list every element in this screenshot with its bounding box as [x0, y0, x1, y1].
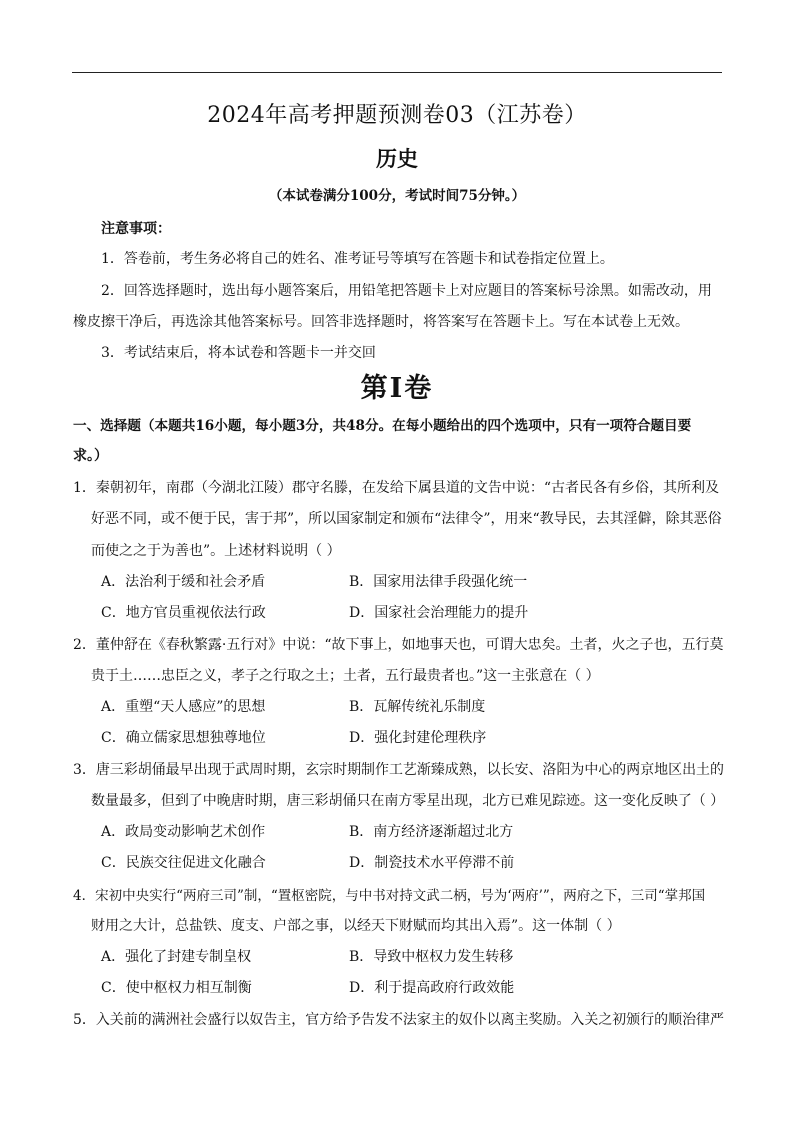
section-title: 第Ⅰ卷 [360, 373, 434, 404]
page-title: 2024年高考押题预测卷03（江苏卷） [207, 103, 587, 128]
option-a: A．强化了封建专制皇权 [101, 949, 252, 965]
option-b: B．国家用法律手段强化统一 [349, 574, 528, 590]
option-c: C．地方官员重视依法行政 [101, 605, 266, 621]
option-d: D．利于提高政府行政效能 [349, 980, 515, 996]
instruction-item: 橡皮擦干净后，再选涂其他答案标号。回答非选择题时，将答案写在答题卡上。写在本试卷上无效。 [73, 314, 689, 330]
subject-title: 历史 [376, 146, 418, 171]
question-5-line: 5．入关前的满洲社会盛行以奴告主，官方给予告发不法家主的奴仆以离主奖励。入关之初颁行的顺治律严 [73, 1012, 724, 1028]
option-d: D．国家社会治理能力的提升 [349, 605, 529, 621]
option-b: B．导致中枢权力发生转移 [349, 949, 514, 965]
question-3-line: 数量最多，但到了中晚唐时期，唐三彩胡俑只在南方零星出现，北方已难见踪迹。这一变化反映了（ ） [91, 793, 725, 809]
option-a: A．政局变动影响艺术创作 [101, 824, 266, 840]
section-description: 一、选择题（本题共16小题，每小题3分，共48分。在每小题给出的四个选项中，只有一项符合题目要 [73, 418, 692, 434]
instruction-item: 3．考试结束后，将本试卷和答题卡一并交回 [101, 345, 376, 361]
option-a: A．法治利于缓和社会矛盾 [101, 574, 266, 590]
header-rule [72, 72, 722, 73]
option-d: D．强化封建伦理秩序 [349, 730, 487, 746]
option-d: D．制瓷技术水平停滞不前 [349, 855, 515, 871]
instructions-heading: 注意事项： [101, 221, 171, 237]
question-1-line: 好恶不同，或不便于民，害于邦”，所以国家制定和颁布“法律令”，用来“教导民，去其淫僻，除其恶俗 [91, 511, 722, 527]
question-1-line: 1．秦朝初年，南郡（今湖北江陵）郡守名滕，在发给下属县道的文告中说：“古者民各有乡俗，其所利及 [73, 480, 720, 496]
option-c: C．使中枢权力相互制衡 [101, 980, 252, 996]
option-a: A．重塑“天人感应”的思想 [101, 699, 266, 715]
option-b: B．瓦解传统礼乐制度 [349, 699, 486, 715]
section-description: 求。） [73, 448, 108, 464]
instruction-item: 1．答卷前，考生务必将自己的姓名、准考证号等填写在答题卡和试卷指定位置上。 [101, 251, 614, 267]
question-2-line: 2．董仲舒在《春秋繁露·五行对》中说：“故下事上，如地事天也，可谓大忠矣。土者，火之子也，五行莫 [73, 637, 724, 653]
option-b: B．南方经济逐渐超过北方 [349, 824, 514, 840]
exam-note: （本试卷满分100分，考试时间75分钟。） [268, 188, 526, 204]
question-3-line: 3．唐三彩胡俑最早出现于武周时期，玄宗时期制作工艺渐臻成熟，以长安、洛阳为中心的两京地区出土的 [73, 762, 724, 778]
option-c: C．确立儒家思想独尊地位 [101, 730, 266, 746]
instruction-item: 2．回答选择题时，选出每小题答案后，用铅笔把答题卡上对应题目的答案标号涂黑。如需改动，用 [101, 283, 712, 299]
question-4-line: 财用之大计，总盐铁、度支、户部之事，以经天下财赋而均其出入焉”。这一体制（ ） [91, 918, 621, 934]
question-1-line: 而使之之于为善也”。上述材料说明（ ） [91, 543, 341, 559]
question-4-line: 4．宋初中央实行“两府三司”制，“置枢密院，与中书对持文武二柄，号为‘两府’”，两府之下，三司“掌邦国 [73, 888, 706, 904]
option-c: C．民族交往促进文化融合 [101, 855, 266, 871]
question-2-line: 贵于土……忠臣之义，孝子之行取之土；土者，五行最贵者也。”这一主张意在（ ） [91, 668, 600, 684]
